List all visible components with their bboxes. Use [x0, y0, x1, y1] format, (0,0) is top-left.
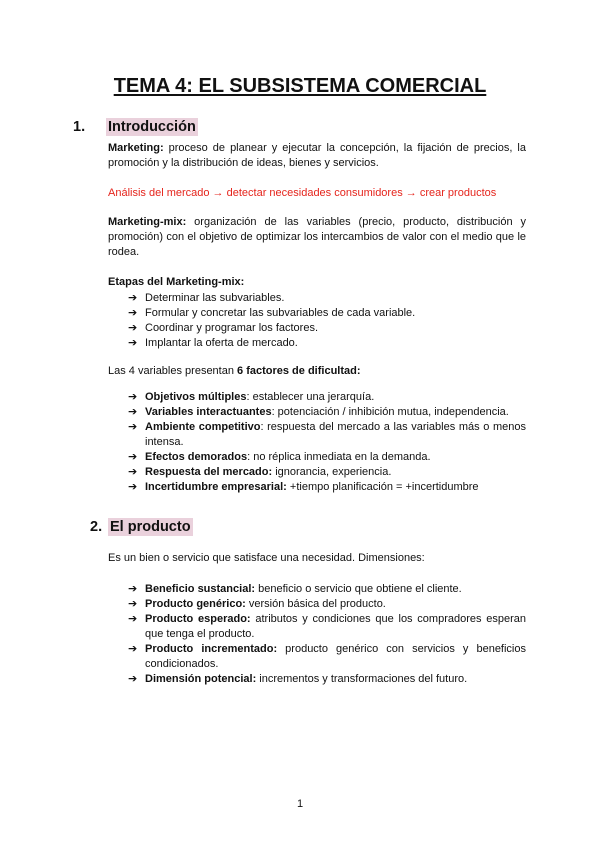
item-text: beneficio o servicio que obtiene el cliente. — [255, 583, 462, 595]
list-item — [128, 450, 526, 465]
arrow-icon: ➔ — [128, 481, 138, 493]
marketing-mix-text: organización de las variables (precio, producto, distribución y promoción) con el objetivo de optimizar los intercambios de valor con el medio que le rodea. — [108, 216, 526, 258]
list-item — [128, 672, 526, 687]
item-text: Implantar la oferta de mercado. — [145, 337, 298, 349]
section-2-heading: El producto — [110, 519, 191, 535]
factors-intro — [108, 364, 526, 379]
factors-list — [128, 390, 526, 495]
stages-label: Etapas del Marketing-mix: — [108, 276, 245, 288]
list-item — [128, 405, 526, 420]
arrow-icon: ➔ — [128, 307, 138, 319]
page-number: 1 — [296, 798, 304, 810]
arrow-icon: ➔ — [128, 643, 138, 655]
marketing-mix-term: Marketing-mix: — [108, 216, 187, 228]
arrow-icon: ➔ — [128, 598, 138, 610]
item-text: : respuesta del mercado a las variables más o menos intensa. — [145, 421, 526, 448]
arrow-icon: ➔ — [128, 583, 138, 595]
item-text: : establecer una jerarquía. — [246, 391, 375, 403]
list-item — [128, 306, 526, 321]
item-text: ignorancia, experiencia. — [272, 466, 392, 478]
item-text: +tiempo planificación = +incertidumbre — [286, 481, 479, 493]
arrow-icon: ➔ — [128, 337, 138, 349]
market-analysis-line: Análisis del mercado → detectar necesidades consumidores → crear productos — [108, 187, 497, 199]
item-text: Coordinar y programar los factores. — [145, 322, 319, 334]
item-term: Dimensión potencial: — [145, 673, 257, 685]
factors-intro-text: Las 4 variables presentan — [108, 365, 238, 377]
item-text: : no réplica inmediata en la demanda. — [247, 451, 431, 463]
list-item — [128, 582, 526, 597]
list-item — [128, 420, 526, 450]
arrow-icon: ➔ — [128, 391, 138, 403]
item-term: Variables interactuantes — [145, 406, 272, 418]
arrow-icon: ➔ — [128, 292, 138, 304]
list-item — [128, 321, 526, 336]
marketing-definition — [108, 141, 526, 171]
item-term: Efectos demorados — [145, 451, 248, 463]
item-text: producto genérico con servicios y beneficios condicionados. — [145, 643, 526, 670]
list-item — [128, 390, 526, 405]
stages-list — [128, 291, 526, 351]
document-title: TEMA 4: EL SUBSISTEMA COMERCIAL — [113, 75, 487, 97]
item-term: Objetivos múltiples — [145, 391, 247, 403]
arrow-icon: ➔ — [128, 451, 138, 463]
list-item — [128, 597, 526, 612]
arrow-icon: ➔ — [128, 466, 138, 478]
item-term: Beneficio sustancial: — [145, 583, 256, 595]
section-1-heading: Introducción — [108, 119, 196, 135]
list-item — [128, 336, 526, 351]
arrow-icon: ➔ — [128, 406, 138, 418]
item-term: Producto incrementado: — [145, 643, 278, 655]
list-item — [128, 480, 526, 495]
list-item — [128, 612, 526, 642]
item-term: Producto esperado: — [145, 613, 251, 625]
item-term: Producto genérico: — [145, 598, 246, 610]
section-2-number: 2. — [90, 519, 103, 535]
item-text: : potenciación / inhibición mutua, independencia. — [271, 406, 509, 418]
list-item — [128, 465, 526, 480]
arrow-icon: ➔ — [128, 673, 138, 685]
section-1-number: 1. — [73, 119, 86, 135]
item-text: versión básica del producto. — [245, 598, 386, 610]
item-text: incrementos y transformaciones del futuro. — [256, 673, 468, 685]
list-item — [128, 291, 526, 306]
item-term: Respuesta del mercado: — [145, 466, 273, 478]
marketing-term: Marketing: — [108, 142, 164, 154]
item-text: atributos y condiciones que los compradores esperan que tenga el producto. — [145, 613, 527, 640]
factors-intro-bold: 6 factores de dificultad: — [237, 365, 361, 377]
item-term: Ambiente competitivo — [145, 421, 261, 433]
arrow-icon: ➔ — [128, 322, 138, 334]
product-intro: Es un bien o servicio que satisface una necesidad. Dimensiones: — [108, 552, 425, 564]
item-term: Incertidumbre empresarial: — [145, 481, 287, 493]
item-text: Formular y concretar las subvariables de cada variable. — [145, 307, 416, 319]
arrow-icon: ➔ — [128, 613, 138, 625]
arrow-icon: ➔ — [128, 421, 138, 433]
list-item — [128, 642, 526, 672]
dimensions-list — [128, 582, 526, 687]
marketing-mix-definition — [108, 215, 526, 260]
item-text: Determinar las subvariables. — [145, 292, 285, 304]
marketing-text: proceso de planear y ejecutar la concepción, la fijación de precios, la promoción y la distribución de ideas, bienes y servicios. — [108, 142, 526, 169]
